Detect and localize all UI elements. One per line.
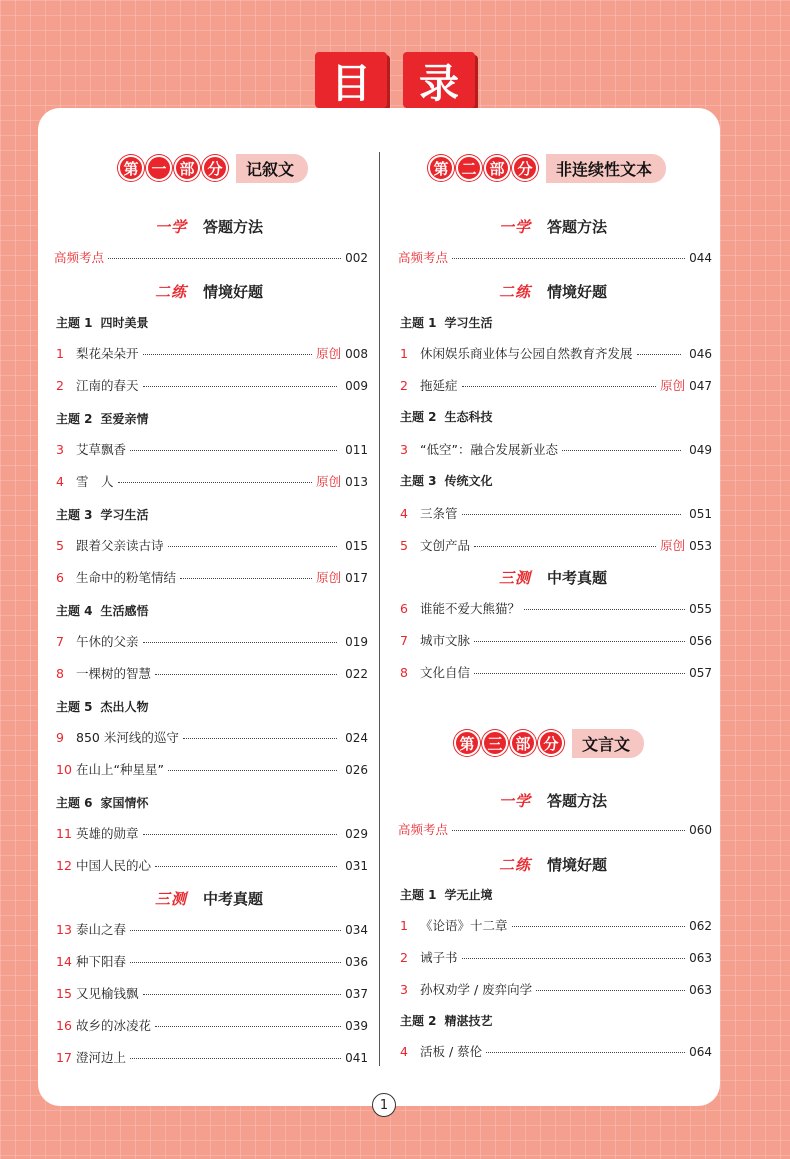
entry-page: 053 — [689, 539, 712, 553]
part-bubble: 分 — [512, 155, 538, 181]
entry-number: 12 — [56, 858, 72, 873]
entry-page: 002 — [345, 251, 368, 265]
leader-dots — [474, 673, 685, 674]
theme-heading — [400, 472, 493, 489]
entry-number: 10 — [56, 762, 72, 777]
toc-entry[interactable] — [56, 664, 368, 682]
toc-entry[interactable] — [400, 376, 712, 394]
section-tag: 二练 — [154, 283, 187, 301]
toc-entry[interactable] — [56, 920, 368, 938]
column-divider — [379, 152, 380, 1066]
entry-title: 《论语》十二章 — [420, 918, 508, 933]
theme-number: 主题 4 — [56, 604, 93, 618]
part-bubble: 第 — [454, 730, 480, 756]
leader-dots — [536, 990, 685, 991]
entry-title: 英雄的勋章 — [76, 826, 139, 841]
toc-entry[interactable] — [56, 760, 368, 778]
leader-dots — [462, 514, 682, 515]
part-bubble: 一 — [146, 155, 172, 181]
theme-heading — [56, 410, 149, 427]
entry-title: 雪 人 — [76, 474, 114, 489]
original-badge: 原创 — [316, 346, 342, 361]
part-header — [118, 153, 308, 183]
toc-entry[interactable] — [56, 344, 368, 362]
theme-number: 主题 1 — [400, 888, 437, 902]
leader-dots — [108, 258, 341, 259]
entry-title: 850 米河线的巡守 — [76, 730, 179, 745]
part-header — [428, 153, 666, 183]
part-bubble: 三 — [482, 730, 508, 756]
toc-entry[interactable] — [400, 440, 712, 458]
toc-entry[interactable] — [56, 824, 368, 842]
entry-title: 种下阳春 — [76, 954, 127, 969]
part-name: 记叙文 — [236, 154, 308, 183]
entry-page: 063 — [689, 983, 712, 997]
theme-name: 至爱亲情 — [100, 412, 149, 426]
part-header — [454, 728, 644, 758]
entry-page: 011 — [345, 443, 368, 457]
toc-entry[interactable] — [400, 504, 712, 522]
toc-entry[interactable] — [56, 728, 368, 746]
toc-entry[interactable] — [400, 663, 712, 681]
entry-number: 7 — [56, 634, 64, 649]
entry-page: 022 — [345, 667, 368, 681]
theme-name: 精湛技艺 — [444, 1014, 493, 1028]
original-badge: 原创 — [316, 474, 342, 489]
entry-title: 高频考点 — [398, 250, 449, 265]
toc-entry[interactable] — [400, 980, 712, 998]
entry-page: 062 — [689, 919, 712, 933]
leader-dots — [143, 386, 338, 387]
entry-title: 文化自信 — [420, 665, 471, 680]
entry-title: 梨花朵朵开 — [76, 346, 139, 361]
leader-dots — [168, 770, 337, 771]
part-bubble: 分 — [202, 155, 228, 181]
section-name: 中考真题 — [547, 569, 608, 587]
entry-number: 1 — [400, 918, 408, 933]
theme-number: 主题 2 — [400, 1014, 437, 1028]
entry-number: 3 — [56, 442, 64, 457]
entry-page: 060 — [689, 823, 712, 837]
entry-page: 064 — [689, 1045, 712, 1059]
theme-name: 四时美景 — [100, 316, 149, 330]
section-tag: 一学 — [154, 218, 187, 236]
title-char: 录 — [403, 52, 475, 108]
part-bubble: 部 — [510, 730, 536, 756]
entry-number: 17 — [56, 1050, 72, 1065]
part-bubble: 第 — [428, 155, 454, 181]
leader-dots — [130, 450, 337, 451]
entry-title: 城市文脉 — [420, 633, 471, 648]
section-name: 答题方法 — [203, 218, 264, 236]
leader-dots — [462, 386, 657, 387]
theme-heading — [56, 314, 149, 331]
original-badge: 原创 — [316, 570, 342, 585]
entry-title: 三条管 — [420, 506, 458, 521]
entry-page: 055 — [689, 602, 712, 616]
theme-name: 生活感悟 — [100, 604, 149, 618]
entry-number: 1 — [400, 346, 408, 361]
theme-name: 学无止境 — [444, 888, 493, 902]
entry-number: 2 — [400, 950, 408, 965]
toc-entry[interactable] — [400, 344, 712, 362]
theme-number: 主题 3 — [56, 508, 93, 522]
page-title — [0, 52, 790, 108]
section-heading — [394, 216, 712, 237]
toc-entry[interactable] — [400, 599, 712, 617]
leader-dots — [143, 834, 338, 835]
entry-title: 艾草飘香 — [76, 442, 127, 457]
theme-name: 杰出人物 — [100, 700, 149, 714]
section-name: 情境好题 — [203, 283, 264, 301]
toc-entry[interactable] — [400, 916, 712, 934]
theme-name: 学习生活 — [100, 508, 149, 522]
entry-title: 中国人民的心 — [76, 858, 152, 873]
toc-entry[interactable] — [56, 984, 368, 1002]
part-bubble: 二 — [456, 155, 482, 181]
entry-title: 活板 / 蔡伦 — [420, 1044, 483, 1059]
leader-dots — [486, 1052, 685, 1053]
entry-page: 063 — [689, 951, 712, 965]
entry-number: 5 — [400, 538, 408, 553]
section-tag: 一学 — [498, 792, 531, 810]
theme-name: 家国情怀 — [100, 796, 149, 810]
entry-page: 046 — [689, 347, 712, 361]
section-heading — [50, 216, 368, 237]
theme-name: 传统文化 — [444, 474, 493, 488]
toc-entry[interactable] — [400, 948, 712, 966]
section-name: 答题方法 — [547, 218, 608, 236]
section-tag: 二练 — [498, 856, 531, 874]
title-char: 目 — [315, 52, 387, 108]
section-name: 中考真题 — [203, 890, 264, 908]
leader-dots — [524, 609, 685, 610]
entry-title: 孙权劝学 / 废弈向学 — [420, 982, 533, 997]
section-heading — [394, 854, 712, 875]
entry-page: 051 — [689, 507, 712, 521]
entry-page: 049 — [689, 443, 712, 457]
leader-dots — [462, 958, 686, 959]
entry-number: 14 — [56, 954, 72, 969]
entry-number: 2 — [56, 378, 64, 393]
entry-page: 039 — [345, 1019, 368, 1033]
entry-page: 034 — [345, 923, 368, 937]
theme-number: 主题 2 — [400, 410, 437, 424]
entry-title: 在山上“种星星” — [76, 762, 164, 777]
toc-entry[interactable] — [56, 472, 368, 490]
entry-number: 8 — [56, 666, 64, 681]
entry-title: 一棵树的智慧 — [76, 666, 152, 681]
leader-dots — [143, 994, 342, 995]
theme-heading — [400, 1012, 493, 1029]
leader-dots — [155, 1026, 341, 1027]
entry-number: 7 — [400, 633, 408, 648]
theme-name: 学习生活 — [444, 316, 493, 330]
leader-dots — [155, 866, 337, 867]
section-heading — [394, 567, 712, 588]
entry-page: 019 — [345, 635, 368, 649]
part-bubble: 部 — [484, 155, 510, 181]
entry-title: 高频考点 — [54, 250, 105, 265]
theme-heading — [56, 602, 149, 619]
entry-number: 3 — [400, 442, 408, 457]
entry-page: 017 — [345, 571, 368, 585]
entry-page: 056 — [689, 634, 712, 648]
theme-heading — [56, 506, 149, 523]
leader-dots — [155, 674, 337, 675]
theme-heading — [400, 314, 493, 331]
section-heading — [394, 790, 712, 811]
entry-page: 057 — [689, 666, 712, 680]
page-number: 1 — [372, 1093, 396, 1117]
original-badge: 原创 — [660, 538, 686, 553]
toc-entry[interactable] — [56, 856, 368, 874]
toc-entry[interactable] — [56, 952, 368, 970]
entry-page: 047 — [689, 379, 712, 393]
entry-title: 谁能不爱大熊猫？ — [420, 601, 521, 616]
entry-number: 2 — [400, 378, 408, 393]
theme-name: 生态科技 — [444, 410, 493, 424]
section-name: 情境好题 — [547, 283, 608, 301]
leader-dots — [452, 258, 685, 259]
entry-title: “低空”：融合发展新业态 — [420, 442, 558, 457]
entry-page: 015 — [345, 539, 368, 553]
toc-entry[interactable] — [400, 631, 712, 649]
leader-dots — [452, 830, 685, 831]
section-heading — [50, 281, 368, 302]
entry-title: 澄河边上 — [76, 1050, 127, 1065]
entry-title: 文创产品 — [420, 538, 471, 553]
theme-number: 主题 2 — [56, 412, 93, 426]
entry-number: 16 — [56, 1018, 72, 1033]
entry-number: 5 — [56, 538, 64, 553]
leader-dots — [168, 546, 338, 547]
entry-title: 诫子书 — [420, 950, 458, 965]
leader-dots — [474, 546, 656, 547]
part-bubble: 部 — [174, 155, 200, 181]
theme-number: 主题 5 — [56, 700, 93, 714]
leader-dots — [474, 641, 685, 642]
theme-number: 主题 6 — [56, 796, 93, 810]
entry-page: 024 — [345, 731, 368, 745]
leader-dots — [130, 962, 341, 963]
entry-title: 江南的春天 — [76, 378, 139, 393]
section-tag: 三测 — [498, 569, 531, 587]
entry-number: 15 — [56, 986, 72, 1001]
section-heading — [50, 888, 368, 909]
leader-dots — [180, 578, 312, 579]
section-heading — [394, 281, 712, 302]
entry-number: 4 — [56, 474, 64, 489]
section-tag: 二练 — [498, 283, 531, 301]
entry-page: 041 — [345, 1051, 368, 1065]
theme-heading — [400, 886, 493, 903]
entry-number: 4 — [400, 1044, 408, 1059]
toc-entry[interactable] — [56, 1048, 368, 1066]
entry-number: 9 — [56, 730, 64, 745]
entry-number: 4 — [400, 506, 408, 521]
theme-heading — [400, 408, 493, 425]
section-tag: 三测 — [154, 890, 187, 908]
entry-page: 036 — [345, 955, 368, 969]
toc-entry[interactable] — [56, 632, 368, 650]
entry-title: 故乡的冰凌花 — [76, 1018, 152, 1033]
part-name: 文言文 — [572, 729, 644, 758]
leader-dots — [118, 482, 313, 483]
section-tag: 一学 — [498, 218, 531, 236]
entry-title: 又见榆钱飘 — [76, 986, 139, 1001]
part-bubble: 分 — [538, 730, 564, 756]
toc-entry[interactable] — [400, 536, 712, 554]
toc-entry[interactable] — [56, 568, 368, 586]
leader-dots — [143, 642, 338, 643]
entry-title: 泰山之春 — [76, 922, 127, 937]
leader-dots — [130, 930, 341, 931]
leader-dots — [143, 354, 313, 355]
entry-page: 044 — [689, 251, 712, 265]
entry-title: 高频考点 — [398, 822, 449, 837]
leader-dots — [562, 450, 681, 451]
theme-number: 主题 3 — [400, 474, 437, 488]
theme-number: 主题 1 — [56, 316, 93, 330]
entry-title: 休闲娱乐商业体与公园自然教育齐发展 — [420, 346, 633, 361]
entry-number: 6 — [400, 601, 408, 616]
theme-heading — [56, 698, 149, 715]
toc-entry[interactable] — [400, 1042, 712, 1060]
leader-dots — [512, 926, 686, 927]
entry-number: 3 — [400, 982, 408, 997]
toc-entry[interactable] — [398, 248, 712, 266]
part-bubble: 第 — [118, 155, 144, 181]
toc-entry[interactable] — [54, 248, 368, 266]
entry-number: 8 — [400, 665, 408, 680]
section-name: 答题方法 — [547, 792, 608, 810]
toc-entry[interactable] — [56, 376, 368, 394]
entry-page: 008 — [345, 347, 368, 361]
toc-entry[interactable] — [56, 440, 368, 458]
entry-number: 6 — [56, 570, 64, 585]
leader-dots — [130, 1058, 341, 1059]
section-name: 情境好题 — [547, 856, 608, 874]
entry-page: 009 — [345, 379, 368, 393]
entry-number: 11 — [56, 826, 72, 841]
entry-title: 跟着父亲读古诗 — [76, 538, 164, 553]
entry-page: 029 — [345, 827, 368, 841]
theme-heading — [56, 794, 149, 811]
entry-number: 1 — [56, 346, 64, 361]
entry-title: 拖延症 — [420, 378, 458, 393]
leader-dots — [183, 738, 337, 739]
leader-dots — [637, 354, 682, 355]
toc-entry[interactable] — [56, 536, 368, 554]
entry-number: 13 — [56, 922, 72, 937]
theme-number: 主题 1 — [400, 316, 437, 330]
part-name: 非连续性文本 — [546, 154, 666, 183]
entry-page: 037 — [345, 987, 368, 1001]
entry-page: 026 — [345, 763, 368, 777]
entry-page: 031 — [345, 859, 368, 873]
entry-title: 生命中的粉笔情结 — [76, 570, 177, 585]
toc-entry[interactable] — [56, 1016, 368, 1034]
entry-title: 午休的父亲 — [76, 634, 139, 649]
toc-card — [38, 108, 720, 1106]
original-badge: 原创 — [660, 378, 686, 393]
toc-entry[interactable] — [398, 820, 712, 838]
entry-page: 013 — [345, 475, 368, 489]
